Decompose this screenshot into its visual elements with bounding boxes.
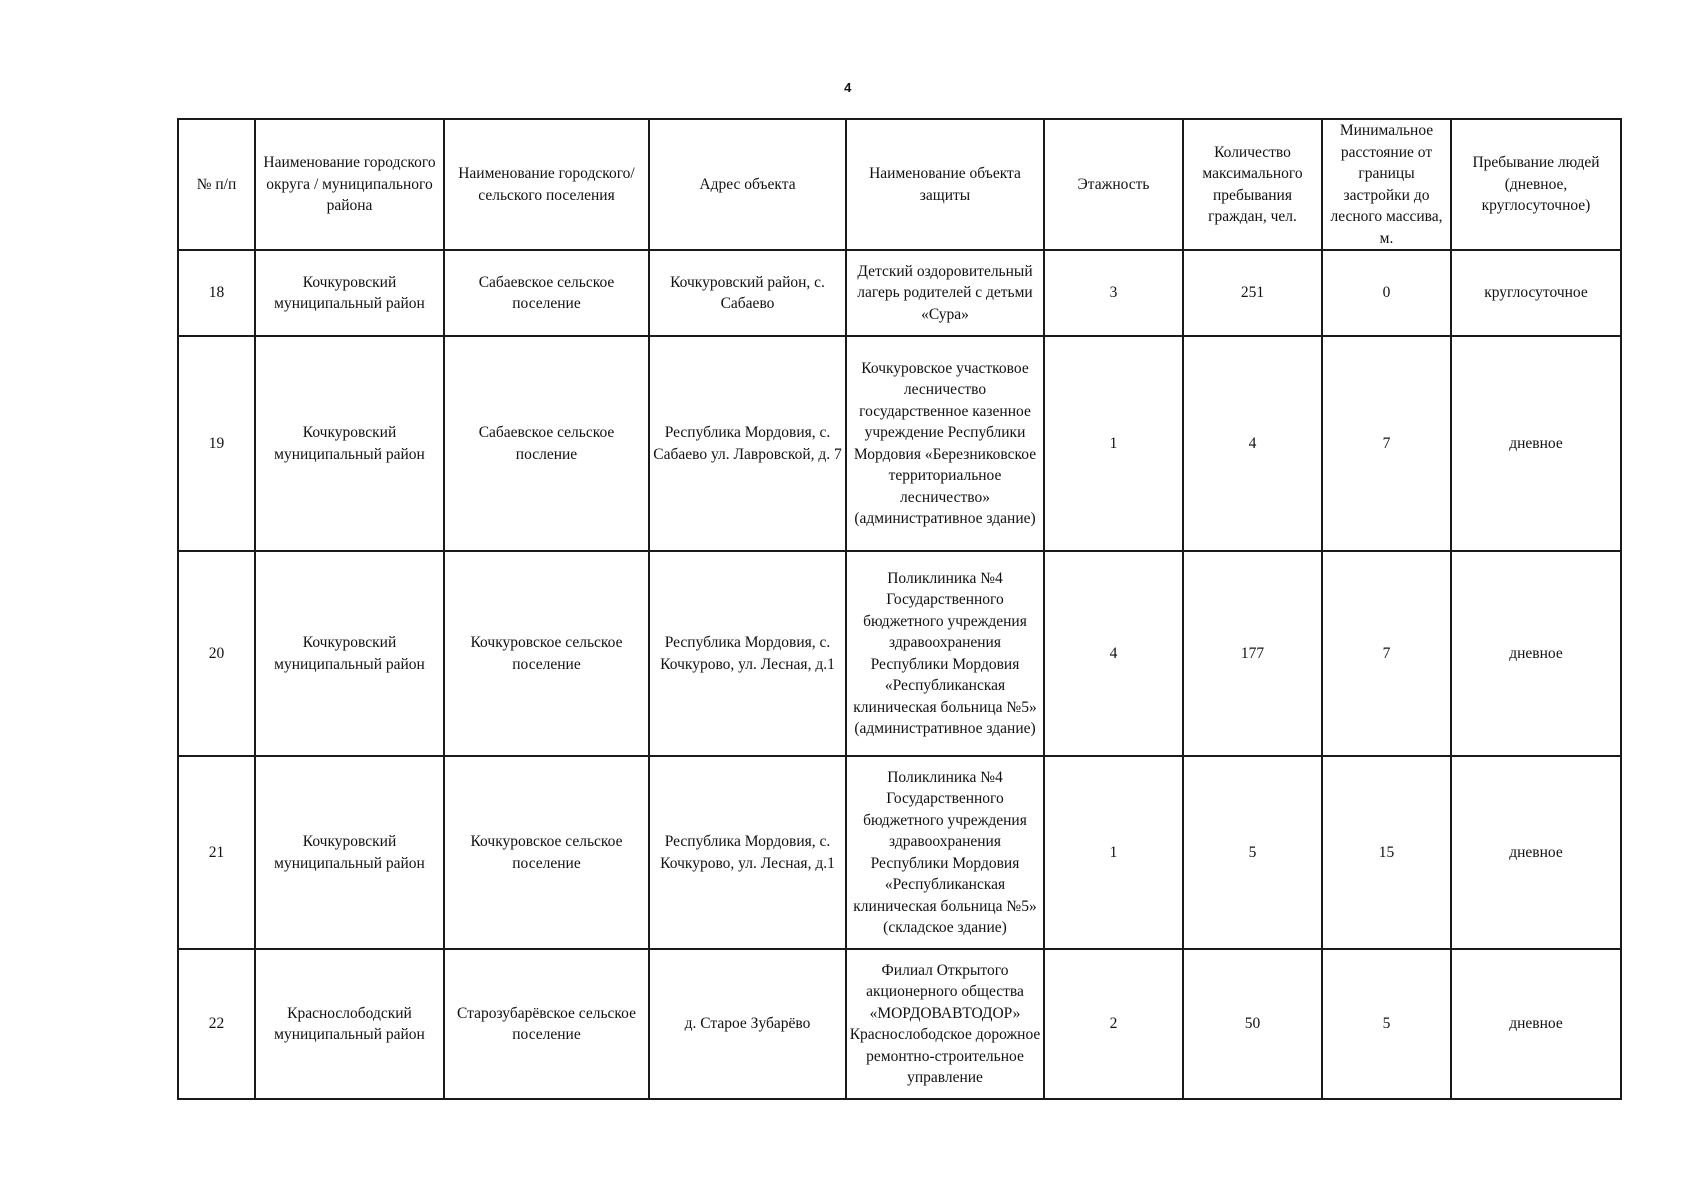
cell-object: Детский оздоровительный лагерь родителей с детьми «Сура» [846,250,1044,336]
cell-num: 21 [178,756,255,949]
cell-floors: 3 [1044,250,1183,336]
header-district: Наименование городского округа / муниципального района [255,119,444,250]
cell-people: 4 [1183,336,1322,551]
table-row [178,336,1621,551]
cell-object: Поликлиника №4 Государственного бюджетного учреждения здравоохранения Республики Мордовия «Республиканская клиническая больница №5» (складское здание) [846,756,1044,949]
cell-settlement: Сабаевское сельское поселение [444,250,649,336]
cell-floors: 1 [1044,336,1183,551]
cell-object: Кочкуровское участковое лесничество государственное казенное учреждение Республики Мордовия «Березниковское территориальное лесничество» (административное здание) [846,336,1044,551]
cell-settlement: Сабаевское сельское послeние [444,336,649,551]
cell-people: 50 [1183,949,1322,1099]
cell-settlement: Кочкуровское сельское поселение [444,756,649,949]
cell-floors: 4 [1044,551,1183,756]
header-settlement: Наименование городского/ сельского поселения [444,119,649,250]
header-address: Адрес объекта [649,119,846,250]
cell-stay: дневное [1451,551,1621,756]
cell-num: 22 [178,949,255,1099]
cell-stay: дневное [1451,756,1621,949]
header-row [178,119,1621,250]
cell-address: Кочкуровский район, с. Сабаево [649,250,846,336]
cell-num: 18 [178,250,255,336]
header-distance: Минимальное расстояние от границы застройки до лесного массива, м. [1322,119,1451,250]
cell-district: Кочкуровский муниципальный район [255,756,444,949]
cell-settlement: Старозубарёвское сельское поселение [444,949,649,1099]
cell-district: Кочкуровский муниципальный район [255,336,444,551]
cell-address: Республика Мордовия, с. Кочкурово, ул. Лесная, д.1 [649,551,846,756]
cell-object: Поликлиника №4 Государственного бюджетного учреждения здравоохранения Республики Мордовия «Республиканская клиническая больница №5» (административное здание) [846,551,1044,756]
cell-district: Кочкуровский муниципальный район [255,250,444,336]
cell-district: Кочкуровский муниципальный район [255,551,444,756]
cell-object: Филиал Открытого акционерного общества «МОРДОВАВТОДОР» Краснослободское дорожное ремонтно-строительное управление [846,949,1044,1099]
header-stay: Пребывание людей (дневное, круглосуточное) [1451,119,1621,250]
header-floors: Этажность [1044,119,1183,250]
cell-people: 251 [1183,250,1322,336]
cell-stay: дневное [1451,336,1621,551]
cell-people: 5 [1183,756,1322,949]
cell-floors: 1 [1044,756,1183,949]
page-number: 4 [844,80,852,95]
table-row [178,756,1621,949]
objects-table [177,118,1622,1100]
cell-people: 177 [1183,551,1322,756]
table-row [178,949,1621,1099]
cell-address: д. Старое Зубарёво [649,949,846,1099]
cell-stay: круглосуточное [1451,250,1621,336]
cell-distance: 7 [1322,336,1451,551]
header-object: Наименование объекта защиты [846,119,1044,250]
cell-distance: 7 [1322,551,1451,756]
table-row [178,250,1621,336]
table-row [178,551,1621,756]
header-people: Количество максимального пребывания граждан, чел. [1183,119,1322,250]
cell-settlement: Кочкуровское сельское поселение [444,551,649,756]
cell-stay: дневное [1451,949,1621,1099]
cell-floors: 2 [1044,949,1183,1099]
cell-num: 19 [178,336,255,551]
cell-num: 20 [178,551,255,756]
cell-address: Республика Мордовия, с. Кочкурово, ул. Лесная, д.1 [649,756,846,949]
cell-distance: 0 [1322,250,1451,336]
cell-address: Республика Мордовия, с. Сабаево ул. Лавровской, д. 7 [649,336,846,551]
cell-distance: 5 [1322,949,1451,1099]
cell-distance: 15 [1322,756,1451,949]
cell-district: Краснослободский муниципальный район [255,949,444,1099]
header-num: № п/п [178,119,255,250]
